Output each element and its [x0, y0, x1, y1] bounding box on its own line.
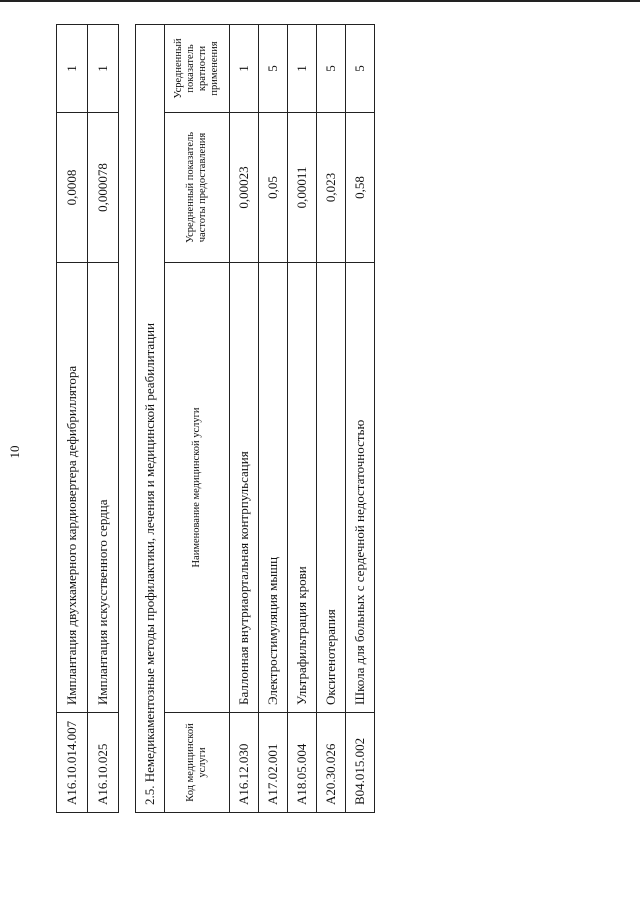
frequency-value: 0,000078 — [88, 113, 119, 263]
table-row — [259, 24, 288, 812]
service-name: Оксигенотерапия — [317, 263, 346, 713]
service-name: Школа для больных с сердечной недостаточностью — [346, 263, 375, 713]
service-name: Баллонная внутриаортальная контрпульсация — [230, 263, 259, 713]
service-name: Ультрафильтрация крови — [288, 263, 317, 713]
service-name: Имплантация двухкамерного кардиовертера дефибриллятора — [57, 263, 88, 713]
multiplicity-value: 1 — [57, 25, 88, 113]
service-code: B04.015.002 — [346, 713, 375, 813]
frequency-value: 0,023 — [317, 113, 346, 263]
header-frequency: Усредненный показатель частоты предоставления — [165, 113, 230, 263]
service-name: Имплантация искусственного сердца — [88, 263, 119, 713]
service-code: A17.02.001 — [259, 713, 288, 813]
service-code: A20.30.026 — [317, 713, 346, 813]
frequency-value: 0,0008 — [57, 113, 88, 263]
service-code: A16.10.014.007 — [57, 713, 88, 813]
multiplicity-value: 1 — [288, 24, 317, 112]
services-table-continued — [56, 24, 119, 813]
service-name: Электростимуляция мышц — [259, 263, 288, 713]
table-row — [57, 25, 88, 813]
nonmedication-methods-table — [135, 24, 375, 813]
header-name: Наименование медицинской услуги — [165, 263, 230, 713]
table-row — [230, 24, 259, 812]
table-row — [88, 25, 119, 813]
header-multiplicity: Усредненный показатель кратности применения — [165, 24, 230, 112]
table-header-row — [165, 24, 230, 812]
frequency-value: 0,05 — [259, 113, 288, 263]
frequency-value: 0,00011 — [288, 113, 317, 263]
table-row — [317, 24, 346, 812]
header-code: Код медицинской услуги — [165, 713, 230, 813]
frequency-value: 0,00023 — [230, 113, 259, 263]
page-number: 10 — [7, 445, 22, 459]
service-code: A18.05.004 — [288, 713, 317, 813]
table-row — [346, 24, 375, 812]
frequency-value: 0,58 — [346, 113, 375, 263]
service-code: A16.12.030 — [230, 713, 259, 813]
multiplicity-value: 1 — [88, 25, 119, 113]
section-title: 2.5. Немедикаментозные методы профилактики, лечения и медицинской реабилитации — [136, 24, 165, 812]
table-row — [288, 24, 317, 812]
multiplicity-value: 5 — [346, 24, 375, 112]
section-title-row — [136, 24, 165, 812]
multiplicity-value: 5 — [259, 24, 288, 112]
multiplicity-value: 5 — [317, 24, 346, 112]
service-code: A16.10.025 — [88, 713, 119, 813]
multiplicity-value: 1 — [230, 24, 259, 112]
